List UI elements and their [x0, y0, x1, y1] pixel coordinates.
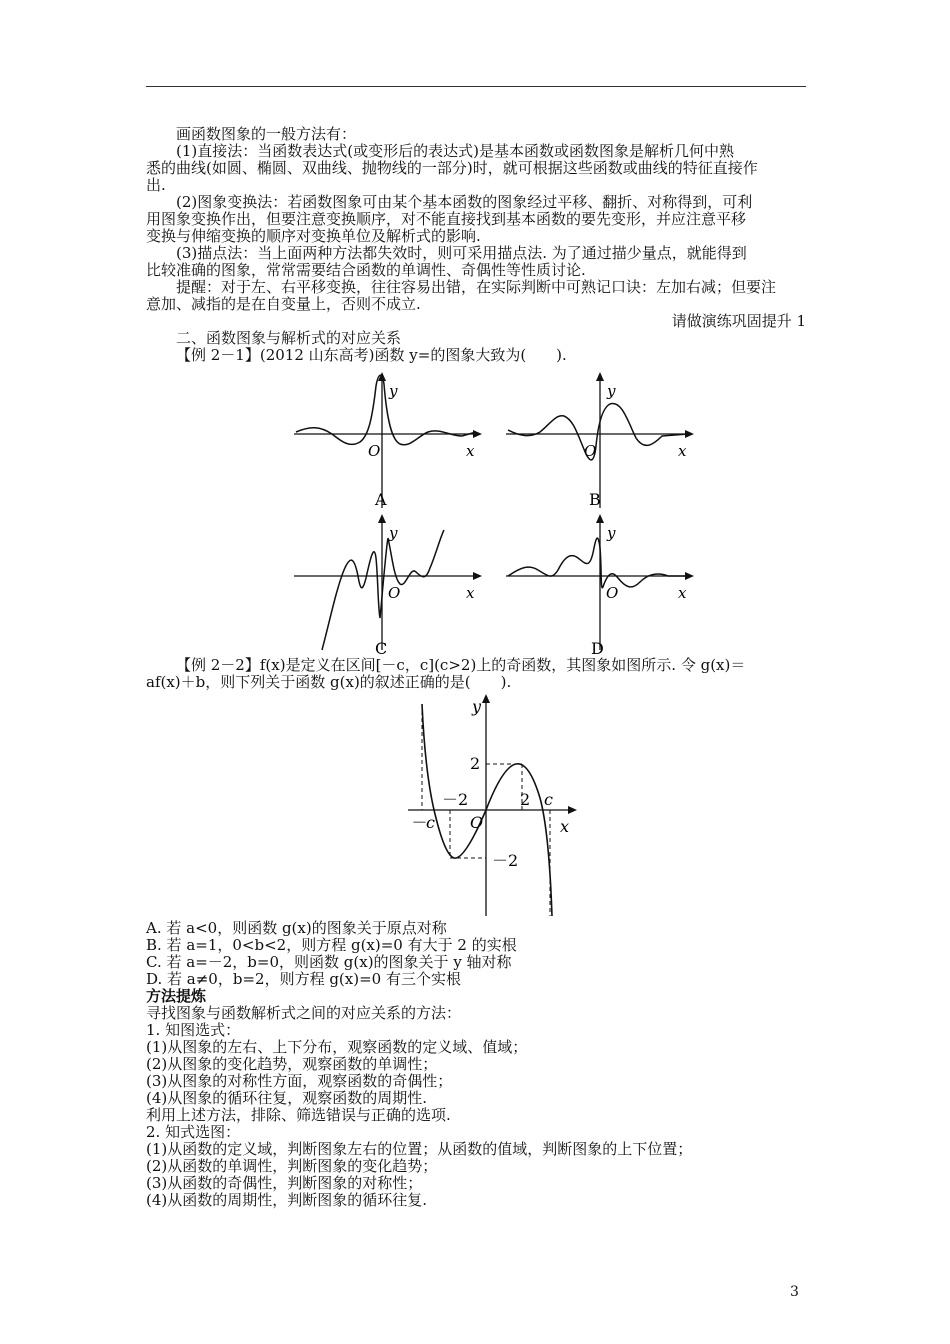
page-number: 3 [790, 1284, 799, 1300]
x-label: x [466, 442, 475, 460]
y-axis-arrow [596, 514, 604, 523]
tip-line2: 意加、减指的是在自变量上，否则不成立. [146, 295, 421, 313]
example-2-2-line2: af(x)＋b，则下列关于函数 g(x)的叙述正确的是( ). [146, 673, 512, 691]
method-line: 2. 知式选图： [146, 1123, 241, 1141]
option-label: A [375, 490, 387, 509]
label-c: c [544, 790, 553, 809]
example-2-2-line1: 【例 2－2】f(x)是定义在区间[－c，c](c>2)上的奇函数，其图象如图所示. 令 g(x)＝ [176, 656, 746, 674]
origin-label: O [368, 442, 381, 460]
x-label: x [678, 584, 687, 602]
origin-label: O [584, 442, 597, 460]
curve [322, 530, 444, 650]
y-axis-arrow [482, 694, 490, 703]
x-axis-arrow [473, 430, 482, 438]
option-b-graph [502, 366, 702, 511]
example-2-1: 【例 2－1】(2012 山东高考)函数 y=的图象大致为( ). [176, 346, 567, 364]
x-label: x [466, 584, 475, 602]
choice-a: A. 若 a<0，则函数 g(x)的图象关于原点对称 [146, 919, 447, 937]
label-neg2-x: －2 [442, 790, 469, 809]
method-line: (4)从图象的循环往复，观察函数的周期性. [146, 1089, 428, 1107]
method3-line1: (3)描点法：当上面两种方法都失效时，则可采用描点法. 为了通过描少量点，就能得到 [176, 244, 747, 262]
y-label: y [607, 524, 616, 542]
y-label: y [389, 524, 398, 542]
method2-line3: 变换与伸缩变换的顺序对变换单位及解析式的影响. [146, 227, 481, 245]
origin-label: O [388, 584, 401, 602]
choice-b: B. 若 a=1，0<b<2，则方程 g(x)=0 有大于 2 的实根 [146, 936, 517, 954]
x-label: x [678, 442, 687, 460]
option-c-graph [290, 508, 490, 656]
method-line: (1)从函数的定义域，判断图象左右的位置；从函数的值域，判断图象的上下位置； [146, 1140, 693, 1158]
curve [508, 404, 688, 460]
x-axis-arrow [568, 806, 577, 814]
curve [508, 538, 688, 588]
y-label: y [472, 697, 482, 716]
choice-d: D. 若 a≠0，b=2，则方程 g(x)=0 有三个实根 [146, 970, 461, 988]
method1-line1: (1)直接法：当函数表达式(或变形后的表达式)是基本函数或函数图象是解析几何中熟 [176, 142, 734, 160]
method-line: 寻找图象与函数解析式之间的对应关系的方法： [146, 1004, 462, 1022]
method1-line2: 悉的曲线(如圆、椭圆、双曲线、抛物线的一部分)时，就可根据这些函数或曲线的特征直接作 [146, 159, 758, 177]
method3-line2: 比较准确的图象，常常需要结合函数的单调性、奇偶性等性质讨论. [146, 261, 586, 279]
y-label: y [607, 382, 616, 400]
method-line: (4)从函数的周期性，判断图象的循环往复. [146, 1191, 428, 1209]
method-line: 1. 知图选式： [146, 1021, 241, 1039]
label-neg2-y: －2 [492, 851, 519, 870]
tip-line1: 提醒：对于左、右平移变换，往往容易出错，在实际判断中可熟记口诀：左加右减；但要注 [176, 278, 777, 296]
origin-label: O [606, 584, 619, 602]
y-label: y [389, 382, 398, 400]
method-title: 方法提炼 [146, 987, 207, 1005]
option-label: D [591, 639, 604, 656]
option-label: C [375, 639, 388, 656]
label-2-x: 2 [520, 790, 531, 809]
method-line: (1)从图象的左右、上下分布，观察函数的定义域、值域； [146, 1038, 528, 1056]
method-line: (2)从图象的变化趋势，观察函数的单调性； [146, 1055, 438, 1073]
section-title: 二、函数图象与解析式的对应关系 [176, 329, 402, 347]
choice-c: C. 若 a=－2，b=0，则函数 g(x)的图象关于 y 轴对称 [146, 953, 512, 971]
x-axis-arrow [473, 572, 482, 580]
label-negc: －c [410, 813, 435, 832]
header-rule [146, 86, 806, 87]
y-axis-arrow [378, 514, 386, 523]
method-line: (3)从函数的奇偶性，判断图象的对称性； [146, 1174, 423, 1192]
origin-label: O [470, 813, 484, 832]
x-label: x [560, 817, 570, 836]
option-a-graph [290, 366, 490, 511]
method2-line2: 用图象变换作出，但要注意变换顺序，对不能直接找到基本函数的要先变形，并应注意平移 [146, 210, 747, 228]
method-line: 利用上述方法，排除、筛选错误与正确的选项. [146, 1106, 451, 1124]
practice-note: 请做演练巩固提升 1 [671, 312, 806, 330]
method-line: (3)从图象的对称性方面，观察函数的奇偶性； [146, 1072, 453, 1090]
option-label: B [589, 490, 601, 509]
label-2-y: 2 [470, 754, 481, 773]
method1-line3: 出. [146, 176, 166, 194]
example-2-2-graph [400, 688, 590, 920]
method-line: (2)从函数的单调性，判断图象的变化趋势； [146, 1157, 438, 1175]
intro-title: 画函数图象的一般方法有： [176, 125, 357, 143]
option-d-graph [502, 508, 702, 656]
method2-line1: (2)图象变换法：若函数图象可由某个基本函数的图象经过平移、翻折、对称得到，可利 [176, 193, 753, 211]
y-axis-arrow [596, 372, 604, 381]
